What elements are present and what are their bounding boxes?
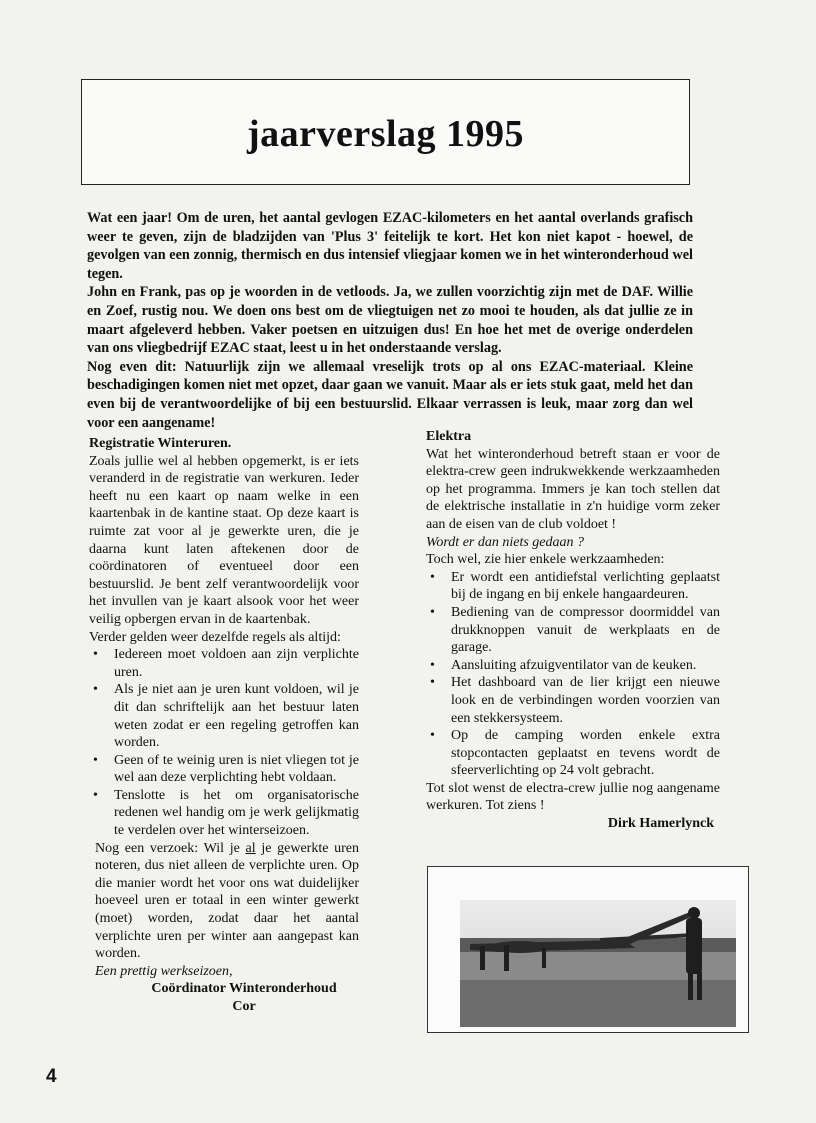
- page-title: jaarverslag 1995: [246, 113, 525, 155]
- elektra-column: [426, 428, 720, 833]
- signature-name: Cor: [232, 999, 256, 1014]
- list-item: • Bediening van de compressor doormiddel van drukknoppen vanuit de werkplaats en de garage.: [426, 604, 720, 657]
- closing-line: Een prettig werkseizoen,: [95, 963, 233, 979]
- section-heading: Registratie Winteruren.: [89, 436, 232, 451]
- text-span: je gewerkte uren noteren, dus niet alleen de verplichte uren. Op die manier wordt het voor ons wat duidelijker hoeveel uren er totaal in een winter gewerkt (moet) worden, zodat daar het aantal verplichte uren per winter aan aangepast kan worden.: [95, 840, 359, 962]
- intro-paragraph: John en Frank, pas op je woorden in de vetloods. Ja, we zullen voorzichtig zijn met de DAF. Willie en Zoef, rustig nou. We doen ons best om de vliegtuigen net zo mooi te houden, als dat jullie ze in maart afgeleverd hebben. Vaker poetsen en uitzuigen dus! En hoe het met de overige onderdelen van ons vliegbedrijf EZAC staat, leest u in het onderstaande verslag.: [87, 284, 693, 357]
- intro-paragraph: Wat een jaar! Om de uren, het aantal gevlogen EZAC-kilometers en het aantal overlands grafisch weer te geven, zijn de bladzijden van 'Plus 3' feitelijk te kort. Het kon niet kapot - hoewel, de gevolgen van een zonnig, thermisch en dus intensief vliegjaar komen we in het winteronderhoud wel tegen.: [87, 210, 693, 282]
- body-paragraph: [89, 840, 359, 963]
- list-item: • Als je niet aan je uren kunt voldoen, wil je dit dan schriftelijk aan het bestuur laten weten zodat er een regeling getroffen kan worden.: [89, 681, 359, 751]
- body-paragraph: Toch wel, zie hier enkele werkzaamheden:: [426, 552, 665, 568]
- question-line: Wordt er dan niets gedaan ?: [426, 534, 585, 550]
- list-item: • Tenslotte is het om organisatorische redenen wel handig om je werk gelijkmatig te verdelen over het winterseizoen.: [89, 787, 359, 840]
- page-number: 4: [46, 1066, 57, 1087]
- tasks-list: [426, 569, 720, 780]
- list-item: • Er wordt een antidiefstal verlichting geplaatst bij de ingang en bij enkele hangaardeuren.: [426, 569, 720, 604]
- intro-paragraph: Nog even dit: Natuurlijk zijn we allemaal vreselijk trots op al ons EZAC-materiaal. Kleine beschadigingen komen niet met opzet, daar gaan we vanuit. Maar als er iets stuk gaat, meld het dan even bij de verantwoordelijke of bij een bestuurslid. Elkaar verrassen is leuk, maar zorg dan wel voor een aangename!: [87, 358, 693, 431]
- title-box: [81, 79, 690, 185]
- body-paragraph: Zoals jullie wel al hebben opgemerkt, is er iets veranderd in de registratie van werkuren. Ieder heeft nu een kaart op naam welke in een kaartenbak in de kantine staat. Op deze kaart is ruimte zat voor al je gewerkte uren, die je daarna kunt laten aftekenen door de coördinatoren of eventueel door een bestuurslid. Je bent zelf verantwoordelijk voor het invullen van je kaart alsook voor het weer veilig opbergen ervan in de kaartenbak.: [89, 453, 359, 627]
- rules-list: [89, 646, 359, 840]
- list-item: • Iedereen moet voldoen aan zijn verplichte uren.: [89, 646, 359, 681]
- text-span: Nog een verzoek: Wil je: [95, 840, 246, 856]
- intro-text: [87, 209, 693, 432]
- body-paragraph: Verder gelden weer dezelfde regels als altijd:: [89, 629, 341, 645]
- photo-frame: [427, 866, 749, 1033]
- list-item: • Aansluiting afzuigventilator van de keuken.: [426, 657, 720, 675]
- signature-name: Dirk Hamerlynck: [607, 816, 714, 832]
- body-paragraph: Wat het winteronderhoud betreft staan er voor de elektra-crew geen indrukwekkende werkzaamheden op het programma. Immers je kan toch stellen dat de elektrische installatie in z'n huidige vorm zeker aan de eisen van de club voldoet !: [426, 446, 720, 532]
- glider-photo: [460, 900, 736, 1027]
- section-heading: Elektra: [426, 429, 472, 444]
- winteruren-column: [89, 435, 359, 1016]
- body-paragraph: Tot slot wenst de electra-crew jullie nog aangename werkuren. Tot ziens !: [426, 780, 720, 814]
- signature-role: Coördinator Winteronderhoud: [151, 981, 337, 997]
- list-item: • Op de camping worden enkele extra stopcontacten geplaatst en tevens wordt de sfeerverlichting op 24 volt gebracht.: [426, 727, 720, 780]
- underlined-word: al: [245, 840, 256, 856]
- list-item: • Geen of te weinig uren is niet vliegen tot je wel aan deze verplichting hebt voldaan.: [89, 752, 359, 787]
- list-item: • Het dashboard van de lier krijgt een nieuwe look en de verbindingen worden voorzien van een stekkersysteem.: [426, 674, 720, 727]
